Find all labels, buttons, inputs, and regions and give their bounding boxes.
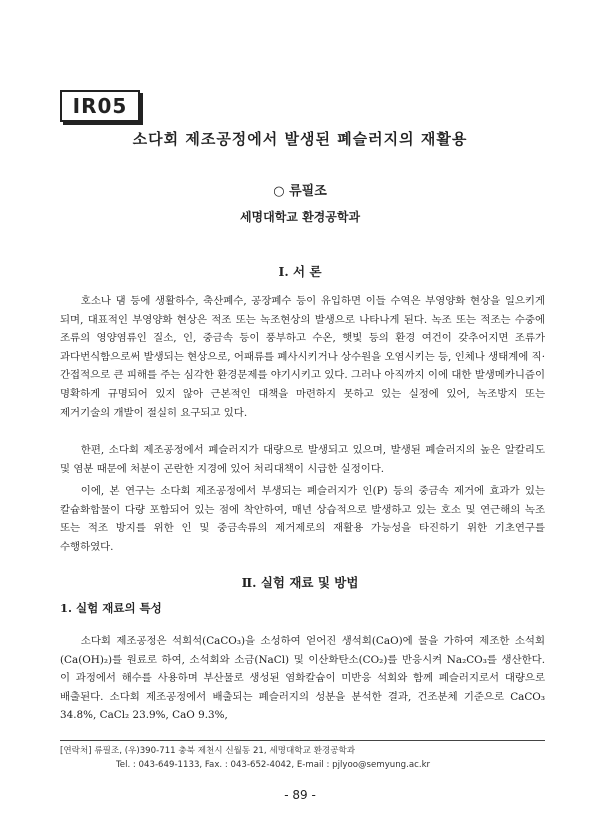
section-heading-introduction: Ⅰ. 서 론	[278, 264, 322, 279]
contact-footer	[60, 740, 545, 772]
session-code-box: IR05	[60, 90, 140, 122]
author-affiliation: 세명대학교 환경공학과	[239, 210, 361, 224]
paper-title: 소다회 제조공정에서 발생된 폐슬러지의 재활용	[132, 130, 468, 148]
page-number: - 89 -	[284, 788, 316, 802]
methods-paragraph-1: 소다회 제조공정은 석회석(CaCO₃)을 소성하여 얻어진 생석회(CaO)에 물을 가하여 제조한 소석회(Ca(OH)₂)를 원료로 하여, 소석회와 소금(NaCl) 및 이산화탄소(CO₂)를 반응시켜 Na₂CO₃를 생산한다. 이 과정에서 해수를 사용하며 부산물로 생성된 염화칼슘이 미반응 석회와 함께 폐슬러지로서 대량으로 배출된다. 소다회 제조공정에서 배출되는 폐슬러지의 성분을 분석한 결과, 건조분체 기준으로 CaCO₃ 34.8%, CaCl₂ 23.9%, CaO 9.3%,	[60, 635, 545, 722]
subsection-heading-materials: 1. 실험 재료의 특성	[60, 601, 162, 615]
author-name: ○ 류필조	[273, 184, 327, 199]
section-heading-methods: Ⅱ. 실험 재료 및 방법	[241, 575, 359, 590]
intro-paragraph-2: 한편, 소다회 제조공정에서 폐슬러지가 대량으로 발생되고 있으며, 발생된 폐슬러지의 높은 알칼리도 및 염분 때문에 처분이 곤란한 지경에 있어 처리대책이 시급한 실정이다.	[60, 444, 545, 475]
contact-address: [연락처] 류필조, (우)390-711 충북 제천시 신월동 21, 세명대학교 환경공학과	[60, 746, 356, 756]
intro-paragraph-1: 호소나 댐 등에 생활하수, 축산폐수, 공장폐수 등이 유입하면 이들 수역은 부영양화 현상을 일으키게 되며, 대표적인 부영양화 현상은 적조 또는 녹조현상의 발생으로 나타나게 된다. 녹조 또는 적조는 수중에 조류의 영양염류인 질소, 인, 중금속 등이 풍부하고 수온, 햇빛 등의 환경 여건이 갖추어지면 조류가 과다번식함으로써 발생되는 현상으로, 어패류를 폐사시키거나 상수원을 오염시키는 등, 인체나 생태계에 직·간접적으로 큰 피해를 주는 심각한 환경문제를 야기시키고 있다. 그러나 아직까지 이에 대한 발생메카니즘이 명확하게 규명되어 있지 않아 근본적인 대책을 마련하지 못하고 있는 실정에 있어, 녹조방지 또는 제거기술의 개발이 절실히 요구되고 있다.	[60, 295, 545, 419]
contact-phone-email: Tel. : 043-649-1133, Fax. : 043-652-4042, E-mail : pjlyoo@semyung.ac.kr	[116, 760, 431, 770]
intro-paragraph-3: 이에, 본 연구는 소다회 제조공정에서 부생되는 폐슬러지가 인(P) 등의 중금속 제거에 효과가 있는 칼슘화합물이 다량 포함되어 있는 점에 착안하여, 매년 상습적으로 발생하고 있는 호소 및 연근해의 녹조 또는 적조 방지를 위한 인 및 중금속류의 제거제로의 재활용 가능성을 타진하기 위한 기초연구를 수행하였다.	[60, 485, 545, 553]
